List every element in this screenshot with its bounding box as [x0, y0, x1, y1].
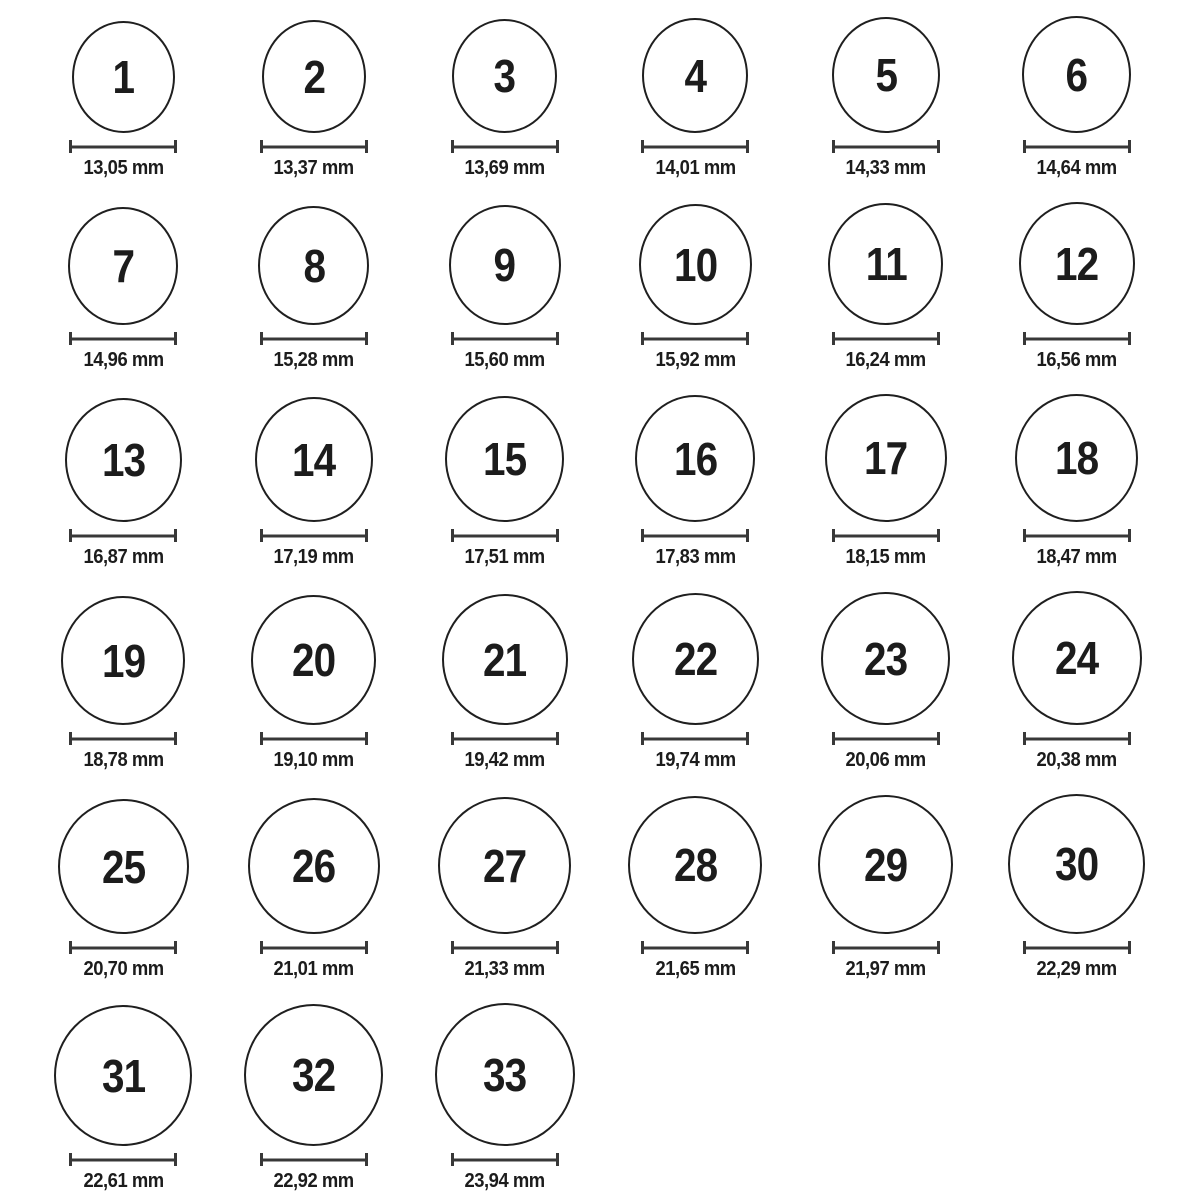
ring-circle — [642, 18, 748, 133]
diameter-measure-bar — [641, 941, 749, 954]
ring-size-number: 2 — [303, 50, 325, 103]
ring-size-number: 10 — [673, 238, 717, 291]
diameter-measure-bar — [69, 732, 177, 745]
ring-size-number: 33 — [483, 1048, 527, 1101]
diameter-label: 17,51 mm — [464, 546, 545, 568]
diameter-label: 21,97 mm — [845, 958, 927, 980]
diameter-measure-bar — [641, 529, 749, 542]
ring-size-number: 26 — [292, 840, 336, 892]
ring-size-number: 14 — [292, 433, 336, 486]
diameter-label: 13,05 mm — [83, 157, 164, 179]
ring-size-number: 12 — [1055, 237, 1099, 290]
ring-size-number: 20 — [292, 634, 336, 686]
diameter-measure-bar — [69, 1153, 177, 1166]
ring-size-number: 4 — [684, 49, 707, 102]
diameter-measure-bar — [69, 140, 177, 153]
ring-size-cell — [635, 395, 755, 569]
ring-size-number: 1 — [112, 51, 135, 103]
ring-size-cell — [825, 394, 947, 569]
ring-circle — [1022, 16, 1131, 133]
ring-circle — [1012, 591, 1142, 725]
diameter-label: 16,56 mm — [1036, 349, 1117, 371]
diameter-label: 18,78 mm — [83, 749, 164, 771]
ring-size-cell — [632, 593, 759, 772]
ring-circle — [828, 203, 943, 325]
ring-size-cell — [832, 17, 940, 180]
ring-size-cell — [1015, 394, 1138, 569]
ring-size-number: 29 — [864, 838, 908, 891]
diameter-measure-bar — [641, 732, 749, 745]
diameter-label: 14,33 mm — [845, 157, 927, 179]
diameter-label: 20,06 mm — [845, 749, 927, 771]
diameter-label: 22,29 mm — [1036, 958, 1117, 980]
ring-size-number: 5 — [875, 49, 897, 101]
ring-size-number: 31 — [101, 1049, 145, 1102]
ring-size-cell — [449, 205, 561, 372]
diameter-label: 15,92 mm — [655, 349, 736, 371]
diameter-measure-bar — [832, 140, 940, 153]
diameter-label: 15,60 mm — [464, 349, 545, 371]
diameter-measure-bar — [832, 332, 940, 345]
diameter-label: 22,92 mm — [273, 1170, 355, 1192]
ring-size-cell — [442, 594, 568, 772]
diameter-label: 14,64 mm — [1036, 157, 1117, 179]
ring-size-cell — [1008, 794, 1145, 981]
ring-size-number: 11 — [865, 238, 907, 290]
diameter-label: 21,65 mm — [655, 958, 736, 980]
ring-circle — [632, 593, 759, 725]
diameter-label: 14,96 mm — [83, 349, 164, 371]
ring-size-cell — [68, 207, 178, 372]
ring-circle — [635, 395, 755, 522]
ring-size-cell — [251, 595, 376, 772]
diameter-measure-bar — [260, 732, 368, 745]
ring-circle — [832, 17, 940, 133]
ring-circle — [1015, 394, 1138, 522]
diameter-measure-bar — [260, 332, 368, 345]
ring-size-cell — [61, 596, 185, 772]
ring-circle — [54, 1005, 192, 1146]
diameter-measure-bar — [1023, 332, 1131, 345]
ring-size-cell — [821, 592, 950, 772]
ring-size-number: 32 — [292, 1049, 336, 1101]
ring-size-number: 16 — [673, 432, 717, 485]
ring-size-number: 30 — [1055, 838, 1099, 890]
ring-circle — [818, 795, 953, 934]
ring-size-cell — [818, 795, 953, 981]
diameter-label: 16,87 mm — [83, 546, 164, 568]
diameter-label: 20,70 mm — [83, 958, 164, 980]
diameter-label: 19,10 mm — [273, 749, 355, 771]
diameter-label: 17,83 mm — [655, 546, 736, 568]
diameter-measure-bar — [641, 332, 749, 345]
ring-size-cell — [260, 20, 368, 180]
diameter-measure-bar — [451, 941, 559, 954]
diameter-label: 17,19 mm — [273, 546, 355, 568]
diameter-measure-bar — [260, 941, 368, 954]
ring-circle — [438, 797, 571, 934]
diameter-label: 13,37 mm — [273, 157, 355, 179]
ring-size-number: 9 — [493, 239, 516, 291]
ring-circle — [442, 594, 568, 725]
ring-size-cell — [828, 203, 943, 372]
diameter-measure-bar — [69, 332, 177, 345]
diameter-label: 20,38 mm — [1036, 749, 1117, 771]
ring-size-cell — [445, 396, 564, 569]
ring-circle — [65, 398, 182, 522]
ring-size-cell — [438, 797, 571, 981]
ring-size-cell — [65, 398, 182, 569]
diameter-label: 13,69 mm — [464, 157, 545, 179]
ring-circle — [1019, 202, 1135, 325]
diameter-label: 15,28 mm — [273, 349, 355, 371]
diameter-measure-bar — [451, 1153, 559, 1166]
diameter-measure-bar — [451, 332, 559, 345]
diameter-measure-bar — [260, 529, 368, 542]
ring-size-number: 22 — [673, 633, 717, 685]
ring-size-cell — [628, 796, 762, 981]
ring-grid — [28, 16, 1172, 1193]
ring-size-cell — [248, 798, 380, 981]
diameter-measure-bar — [451, 529, 559, 542]
diameter-label: 18,47 mm — [1036, 546, 1117, 568]
ring-circle — [258, 206, 369, 325]
diameter-label: 19,74 mm — [655, 749, 736, 771]
diameter-measure-bar — [451, 732, 559, 745]
ring-circle — [452, 19, 557, 133]
diameter-measure-bar — [641, 140, 749, 153]
ring-circle — [435, 1003, 575, 1146]
diameter-label: 22,61 mm — [83, 1170, 164, 1192]
ring-size-cell — [54, 1005, 192, 1193]
ring-circle — [628, 796, 762, 934]
diameter-measure-bar — [832, 529, 940, 542]
diameter-label: 19,42 mm — [464, 749, 545, 771]
ring-size-number: 21 — [483, 633, 527, 686]
diameter-measure-bar — [260, 1153, 368, 1166]
diameter-measure-bar — [1023, 732, 1131, 745]
diameter-measure-bar — [1023, 529, 1131, 542]
diameter-label: 21,33 mm — [464, 958, 545, 980]
diameter-label: 18,15 mm — [845, 546, 927, 568]
ring-size-cell — [1019, 202, 1135, 372]
ring-size-number: 8 — [303, 239, 325, 292]
diameter-measure-bar — [1023, 140, 1131, 153]
ring-size-cell — [244, 1004, 383, 1193]
ring-circle — [1008, 794, 1145, 934]
ring-circle — [262, 20, 366, 133]
ring-circle — [244, 1004, 383, 1146]
ring-size-cell — [435, 1003, 575, 1193]
ring-circle — [68, 207, 178, 325]
ring-size-number: 7 — [112, 240, 135, 292]
ring-size-number: 3 — [493, 50, 516, 102]
ring-size-cell — [258, 206, 369, 372]
ring-circle — [821, 592, 950, 725]
ring-circle — [248, 798, 380, 934]
diameter-measure-bar — [260, 140, 368, 153]
ring-size-number: 27 — [483, 839, 527, 892]
diameter-measure-bar — [69, 529, 177, 542]
ring-size-number: 25 — [101, 840, 145, 893]
ring-size-cell — [451, 19, 559, 180]
ring-size-number: 19 — [101, 634, 145, 687]
ring-circle — [72, 21, 175, 133]
diameter-measure-bar — [832, 732, 940, 745]
ring-circle — [445, 396, 564, 522]
ring-size-number: 18 — [1055, 432, 1099, 484]
ring-size-number: 13 — [101, 434, 145, 486]
ring-size-cell — [641, 18, 749, 180]
ring-size-number: 15 — [483, 433, 527, 485]
ring-size-number: 6 — [1065, 48, 1088, 101]
ring-circle — [639, 204, 752, 325]
diameter-label: 21,01 mm — [273, 958, 355, 980]
ring-size-cell — [1022, 16, 1131, 180]
ring-size-cell — [255, 397, 373, 569]
diameter-measure-bar — [1023, 941, 1131, 954]
ring-circle — [449, 205, 561, 325]
ring-size-number: 28 — [673, 839, 717, 891]
diameter-label: 14,01 mm — [655, 157, 736, 179]
ring-circle — [61, 596, 185, 725]
ring-size-cell — [58, 799, 189, 981]
diameter-measure-bar — [832, 941, 940, 954]
ring-size-number: 17 — [864, 432, 908, 484]
diameter-label: 16,24 mm — [845, 349, 927, 371]
diameter-label: 23,94 mm — [464, 1170, 545, 1192]
ring-circle — [58, 799, 189, 934]
ring-size-cell — [69, 21, 177, 180]
diameter-measure-bar — [69, 941, 177, 954]
ring-size-number: 23 — [864, 632, 908, 685]
ring-size-cell — [1012, 591, 1142, 772]
ring-size-number: 24 — [1055, 632, 1099, 684]
ring-circle — [255, 397, 373, 522]
diameter-measure-bar — [451, 140, 559, 153]
ring-size-cell — [639, 204, 752, 372]
ring-circle — [251, 595, 376, 725]
ring-circle — [825, 394, 947, 522]
